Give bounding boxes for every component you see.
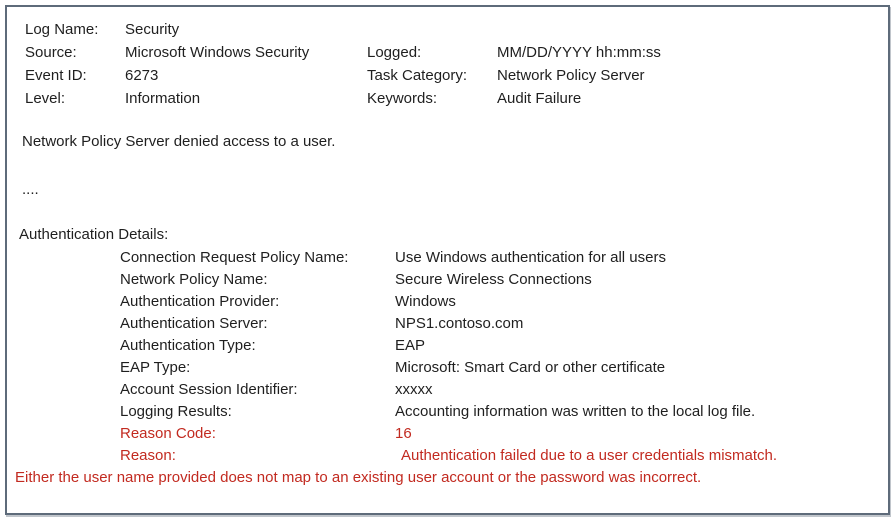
detail-value: EAP bbox=[395, 337, 426, 354]
auth-detail-row bbox=[7, 335, 888, 357]
auth-detail-row-reason-code bbox=[7, 423, 888, 445]
reason-explanation: Either the user name provided does not map to an existing user account or the password was incorrect. bbox=[15, 469, 702, 486]
field-value: 6273 bbox=[125, 67, 159, 84]
detail-value: Accounting information was written to the local log file. bbox=[395, 403, 756, 420]
detail-value: 16 bbox=[395, 425, 412, 442]
field-value: Network Policy Server bbox=[497, 67, 645, 84]
event-description: Network Policy Server denied access to a user. bbox=[22, 133, 336, 150]
auth-detail-row bbox=[7, 401, 888, 423]
field-label: Level: bbox=[25, 90, 66, 107]
detail-label: Logging Results: bbox=[120, 403, 232, 420]
auth-detail-row bbox=[7, 291, 888, 313]
field-label: Task Category: bbox=[367, 67, 468, 84]
auth-detail-row-reason bbox=[7, 445, 888, 467]
detail-label: Authentication Provider: bbox=[120, 293, 280, 310]
field-label: Event ID: bbox=[25, 67, 87, 84]
field-label: Log Name: bbox=[25, 21, 99, 38]
field-value: Audit Failure bbox=[497, 90, 582, 107]
detail-value: Microsoft: Smart Card or other certificate bbox=[395, 359, 666, 376]
detail-label: Reason: bbox=[120, 447, 176, 464]
detail-value: Secure Wireless Connections bbox=[395, 271, 592, 288]
event-field-row bbox=[25, 64, 888, 87]
detail-value: NPS1.contoso.com bbox=[395, 315, 524, 332]
field-label: Keywords: bbox=[367, 90, 438, 107]
detail-value: Windows bbox=[395, 293, 456, 310]
detail-value: xxxxx bbox=[395, 381, 433, 398]
auth-details-heading: Authentication Details: bbox=[19, 226, 169, 243]
detail-label: Connection Request Policy Name: bbox=[120, 249, 349, 266]
detail-label: Authentication Type: bbox=[120, 337, 256, 354]
detail-label: Reason Code: bbox=[120, 425, 216, 442]
event-field-row bbox=[25, 41, 888, 64]
detail-label: EAP Type: bbox=[120, 359, 191, 376]
auth-detail-row bbox=[7, 379, 888, 401]
field-value: Microsoft Windows Security bbox=[125, 44, 310, 61]
field-value bbox=[497, 18, 888, 41]
auth-details-list bbox=[7, 247, 888, 467]
omitted-content-ellipsis: .... bbox=[22, 181, 39, 198]
detail-label: Account Session Identifier: bbox=[120, 381, 298, 398]
detail-label: Network Policy Name: bbox=[120, 271, 268, 288]
field-value: Security bbox=[125, 21, 180, 38]
auth-detail-row bbox=[7, 269, 888, 291]
field-value: Information bbox=[125, 90, 201, 107]
auth-detail-row bbox=[7, 247, 888, 269]
event-log-panel bbox=[5, 5, 890, 515]
auth-detail-row bbox=[7, 357, 888, 379]
event-header bbox=[7, 7, 888, 110]
field-value: MM/DD/YYYY hh:mm:ss bbox=[497, 44, 661, 61]
detail-value: Use Windows authentication for all users bbox=[395, 249, 666, 266]
event-field-row bbox=[25, 18, 888, 41]
detail-label: Authentication Server: bbox=[120, 315, 268, 332]
detail-value: Authentication failed due to a user credentials mismatch. bbox=[401, 447, 778, 464]
field-label: Logged: bbox=[367, 44, 422, 61]
event-field-row bbox=[25, 87, 888, 110]
auth-detail-row bbox=[7, 313, 888, 335]
field-label: Source: bbox=[25, 44, 77, 61]
field-label bbox=[367, 18, 497, 41]
